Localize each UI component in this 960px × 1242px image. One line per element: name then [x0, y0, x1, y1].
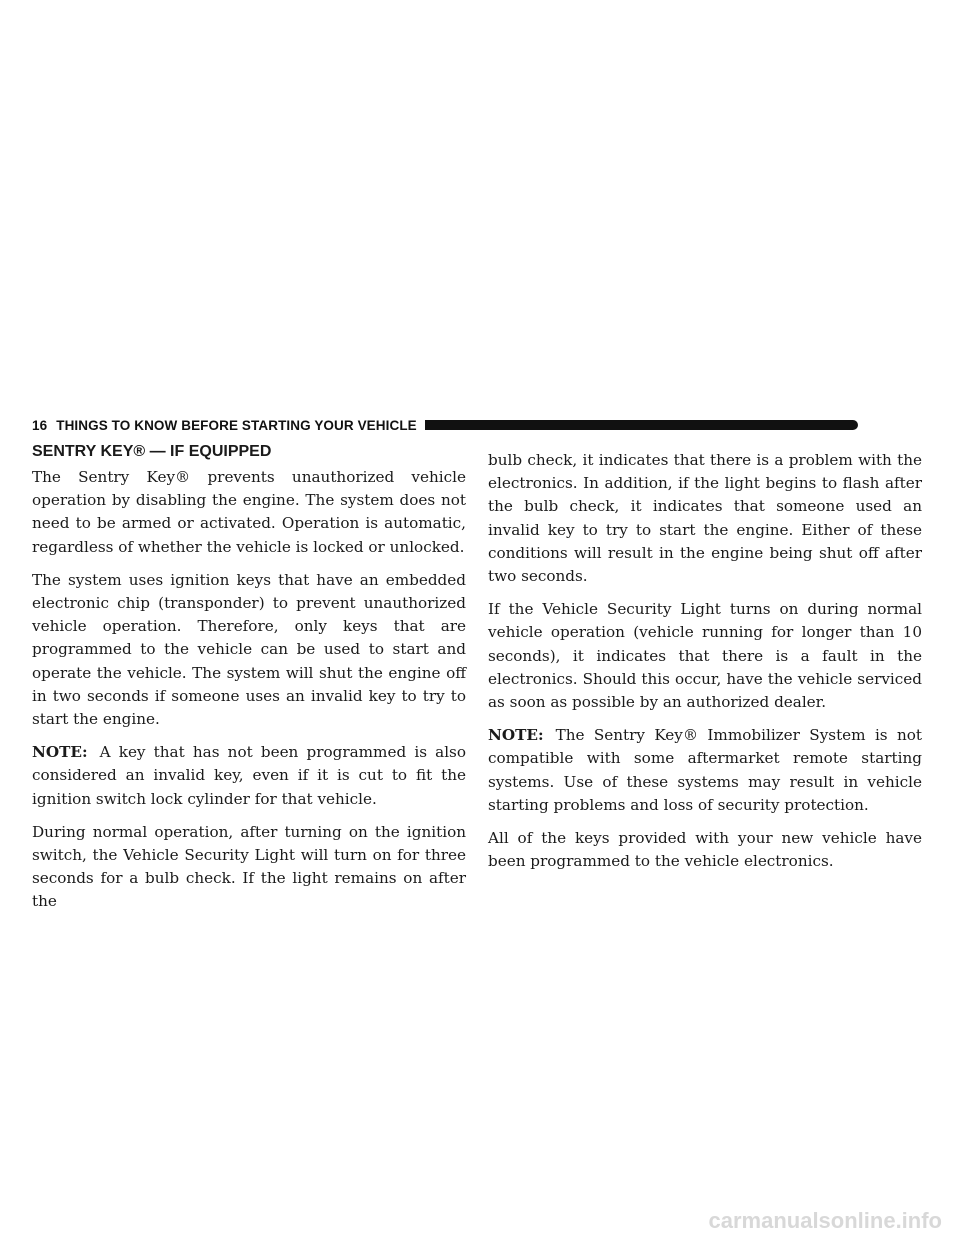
section-heading: SENTRY KEY® — IF EQUIPPED — [32, 443, 272, 460]
paragraph-security-light: If the Vehicle Security Light turns on during normal vehicle operation (vehicle running for longer than 10 seconds), it indicates that there is a fault in the electronics. Should this occur, have the vehicle serviced as soon as possible by an authorized dealer. — [488, 600, 922, 712]
running-header — [32, 416, 858, 434]
note-invalid-key — [32, 741, 466, 811]
left-column — [32, 442, 466, 924]
note-text: A key that has not been programmed is also considered an invalid key, even if it is cut to fit the ignition switch lock cylinder for that vehicle. — [32, 743, 466, 808]
page-number: 16 — [32, 417, 48, 433]
note-text: The Sentry Key® Immobilizer System is not compatible with some aftermarket remote starting systems. Use of these systems may result in vehicle starting problems and loss of security protection. — [488, 726, 922, 814]
right-column — [488, 449, 922, 883]
paragraph-normal-operation: During normal operation, after turning on the ignition switch, the Vehicle Security Light will turn on for three seconds for a bulb check. If the light remains on after the — [32, 822, 466, 911]
note-label: NOTE: — [32, 743, 88, 762]
paragraph-keys-programmed: All of the keys provided with your new vehicle have been programmed to the vehicle electronics. — [488, 829, 922, 871]
note-immobilizer — [488, 724, 922, 817]
section-title: THINGS TO KNOW BEFORE STARTING YOUR VEHICLE — [56, 417, 417, 433]
note-label: NOTE: — [488, 726, 544, 745]
paragraph-bulb-check: bulb check, it indicates that there is a problem with the electronics. In addition, if the light begins to flash after the bulb check, it indicates that someone used an invalid key to try to start the engine. Either of these conditions will result in the engine being shut off after two seconds. — [488, 451, 922, 586]
paragraph-intro: The Sentry Key® prevents unauthorized vehicle operation by disabling the engine. The system does not need to be armed or activated. Operation is automatic, regardless of whether the vehicle is locked or unlocked. — [32, 468, 466, 556]
paragraph-ignition-keys: The system uses ignition keys that have an embedded electronic chip (transponder) to prevent unauthorized vehicle operation. Therefore, only keys that are programmed to the vehicle can be used to start and operate the vehicle. The system will shut the engine off in two seconds if someone uses an invalid key to try to start the engine. — [32, 570, 466, 729]
header-rule — [425, 420, 858, 430]
watermark: carmanualsonline.info — [708, 1208, 942, 1233]
